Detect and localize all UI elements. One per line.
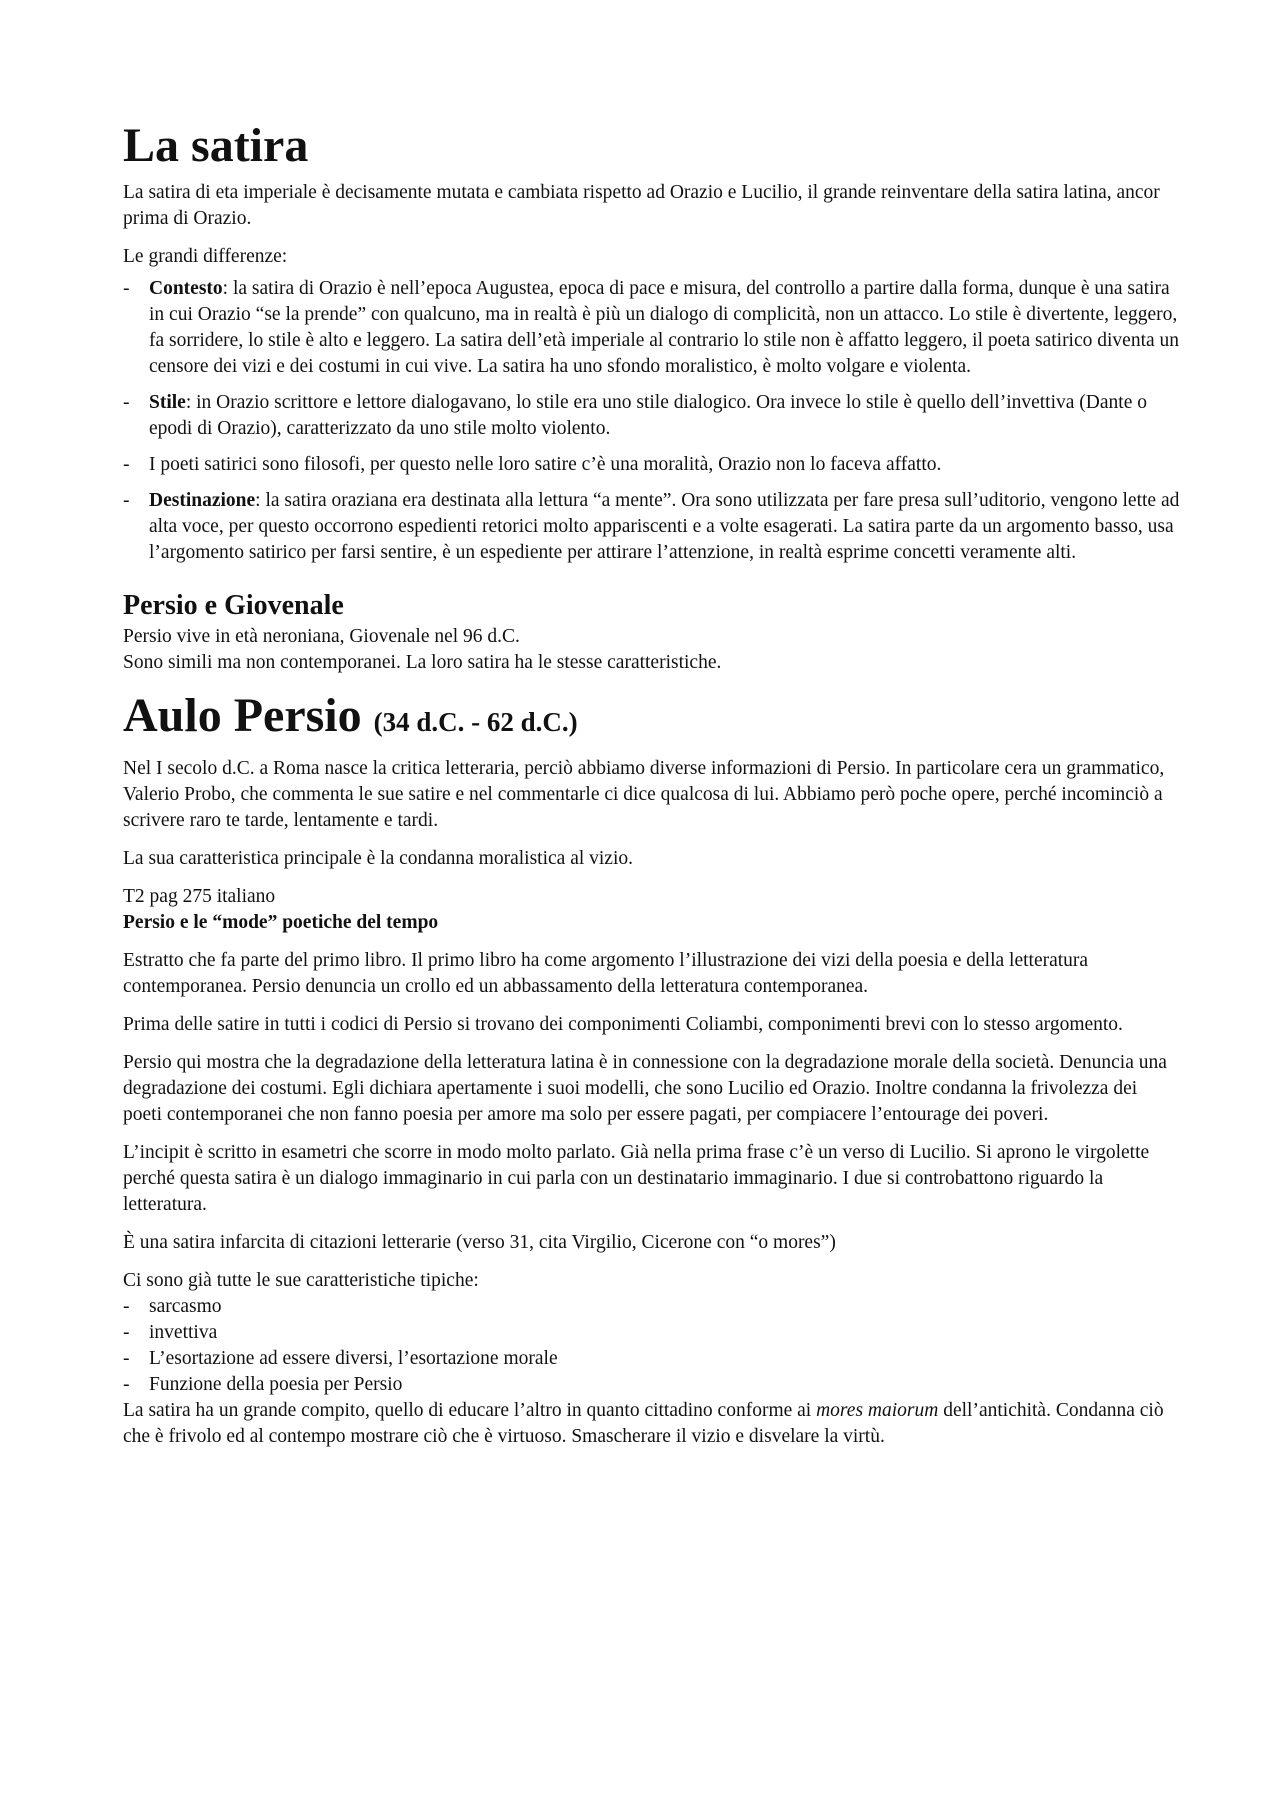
- item-label: Contesto: [149, 278, 223, 299]
- persio-giovenale-line-1: Persio vive in età neroniana, Giovenale nel 96 d.C.: [123, 626, 520, 647]
- item-text: : la satira oraziana era destinata alla lettura “a mente”. Ora sono utilizzata per fare presa sull’uditorio, vengono lette ad alta voce, per questo occorrono espedienti retorici molto appariscenti e a volte esagerati. La satira parte da un argomento basso, usa l’argomento satirico per farsi sentire, è un espediente per attirare l’attenzione, in realtà esprime concetti veramente alti.: [149, 490, 1180, 563]
- item-text: I poeti satirici sono filosofi, per questo nelle loro satire c’è una moralità, Orazio non lo faceva affatto.: [149, 454, 942, 475]
- list-item: - invettiva: [123, 1320, 1180, 1346]
- intro-paragraph: La satira di eta imperiale è decisamente mutata e cambiata rispetto ad Orazio e Lucilio, il grande reinventare della satira latina, ancor prima di Orazio.: [123, 182, 1160, 229]
- final-paragraph: [123, 1398, 1180, 1450]
- item-text: : in Orazio scrittore e lettore dialogavano, lo stile era uno stile dialogico. Ora invece lo stile è quello dell’invettiva (Dante o epodi di Orazio), caratterizzato da uno stile molto violento.: [149, 392, 1147, 439]
- list-item: [123, 390, 1180, 442]
- persio-paragraph-7: È una satira infarcita di citazioni letterarie (verso 31, cita Virgilio, Cicerone con “o mores”): [123, 1232, 836, 1253]
- differences-list: [123, 276, 1180, 566]
- persio-paragraph-5: Persio qui mostra che la degradazione della letteratura latina è in connessione con la degradazione morale della società. Denuncia una degradazione dei costumi. Egli dichiara apertamente i suoi modelli, che sono Lucilio ed Orazio. Inoltre condanna la frivolezza dei poeti contemporanei che non fanno poesia per amore ma solo per essere pagati, per compiacere l’entourage dei poveri.: [123, 1052, 1167, 1125]
- aulo-persio-dates: (34 d.C. - 62 d.C.): [373, 707, 578, 737]
- aulo-persio-name: Aulo Persio: [123, 689, 362, 742]
- persio-paragraph-6: L’incipit è scritto in esametri che scorre in modo molto parlato. Già nella prima frase c’è un verso di Lucilio. Si aprono le virgolette perché questa satira è un dialogo immaginario in cui parla con un destinatario immaginario. I due si controbattono riguardo la letteratura.: [123, 1142, 1150, 1215]
- item-label: Destinazione: [149, 490, 256, 511]
- traits-list: [123, 1294, 1180, 1398]
- persio-giovenale-line-2: Sono simili ma non contemporanei. La loro satira ha le stesse caratteristiche.: [123, 652, 722, 673]
- final-text-b: dell’antichità. Condanna ciò che è frivolo ed al contempo mostrare ciò che è virtuoso. Smascherare il vizio e disvelare la virtù.: [123, 1400, 1164, 1447]
- list-item: [123, 452, 1180, 478]
- text-title-bold: Persio e le “mode” poetiche del tempo: [123, 912, 439, 933]
- differences-lead: Le grandi differenze:: [123, 246, 288, 267]
- text-reference: T2 pag 275 italiano: [123, 886, 276, 907]
- text-title: [123, 910, 1180, 936]
- final-text-a: La satira ha un grande compito, quello di educare l’altro in quanto cittadino conforme ai: [123, 1400, 817, 1421]
- persio-paragraph-3: Estratto che fa parte del primo libro. Il primo libro ha come argomento l’illustrazione dei vizi della poesia e della letteratura contemporanea. Persio denuncia un crollo ed un abbassamento della letteratura contemporanea.: [123, 950, 1089, 997]
- traits-lead: Ci sono già tutte le sue caratteristiche tipiche:: [123, 1270, 479, 1291]
- section-title-la-satira: La satira: [123, 119, 309, 172]
- persio-paragraph-1: Nel I secolo d.C. a Roma nasce la critica letteraria, perciò abbiamo diverse informazioni di Persio. In particolare cera un grammatico, Valerio Probo, che commenta le sue satire e nel commentarle ci dice qualcosa di lui. Abbiamo però poche opere, perché incominciò a scrivere raro te tarde, lentamente e tardi.: [123, 758, 1165, 831]
- section-title-persio-giovenale: Persio e Giovenale: [123, 590, 344, 621]
- item-label: Stile: [149, 392, 186, 413]
- persio-paragraph-4: Prima delle satire in tutti i codici di Persio si trovano dei componimenti Coliambi, componimenti brevi con lo stesso argomento.: [123, 1014, 1123, 1035]
- list-item: [123, 276, 1180, 380]
- final-italic-term: mores maiorum: [816, 1400, 939, 1421]
- list-item: - L’esortazione ad essere diversi, l’esortazione morale: [123, 1346, 1180, 1372]
- list-item: - sarcasmo: [123, 1294, 1180, 1320]
- list-item: [123, 488, 1180, 566]
- section-title-aulo-persio: [123, 688, 1180, 750]
- list-item: - Funzione della poesia per Persio: [123, 1372, 1180, 1398]
- item-text: : la satira di Orazio è nell’epoca Augustea, epoca di pace e misura, del controllo a partire dalla forma, dunque è una satira in cui Orazio “se la prende” con qualcuno, ma in realtà è più un dialogo di complicità, non un attacco. Lo stile è divertente, leggero, fa sorridere, lo stile è alto e leggero. La satira dell’età imperiale al contrario lo stile non è affatto leggero, il poeta satirico diventa un censore dei vizi e dei costumi in cui vive. La satira ha uno sfondo moralistico, è molto volgare e violenta.: [149, 278, 1180, 377]
- persio-paragraph-2: La sua caratteristica principale è la condanna moralistica al vizio.: [123, 848, 634, 869]
